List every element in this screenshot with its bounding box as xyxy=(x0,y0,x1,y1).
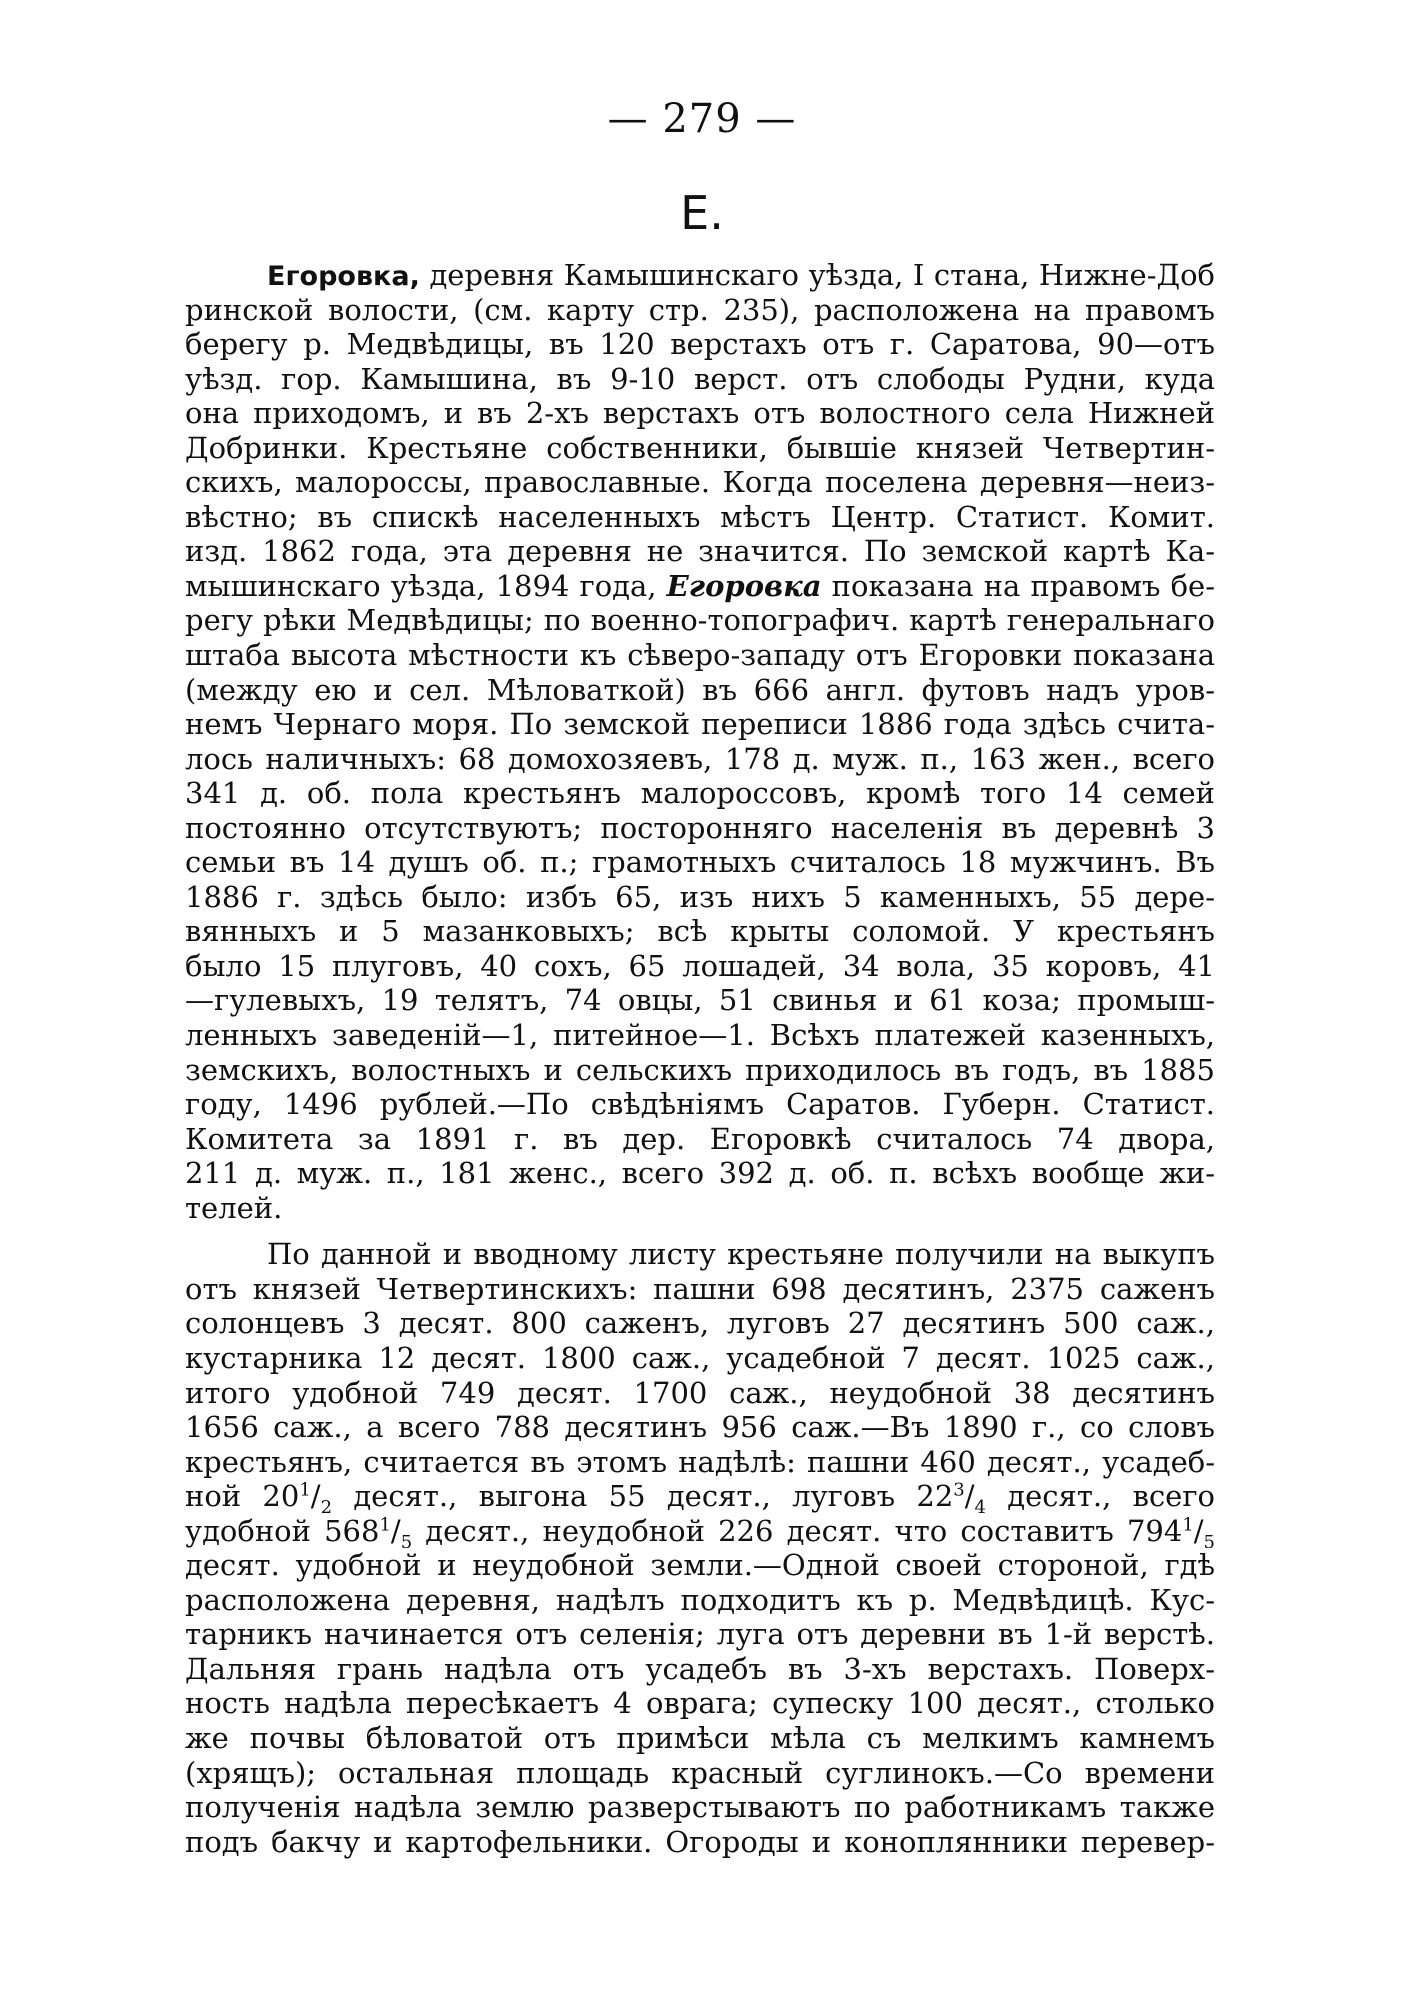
text-line: 1656 саж., а всего 788 десятинъ 956 саж.—Въ 1890 г., со словъ xyxy=(185,1410,1215,1445)
text-line-content: деревня Камышинскаго уѣзда, I стана, Нижне-Доб xyxy=(429,258,1215,292)
text-line: подъ бакчу и картофельники. Огороды и коноплянники перевер- xyxy=(185,1824,1215,1859)
text-line: семьи въ 14 душъ об. п.; грамотныхъ считалось 18 мужчинъ. Въ xyxy=(185,845,1215,880)
text-line: лось наличныхъ: 68 домохозяевъ, 178 д. муж. п., 163 жен., всего xyxy=(185,741,1215,776)
article-text xyxy=(185,258,1215,1859)
text-line: крестьянъ, считается въ этомъ надѣлѣ: пашни 460 десят., усадеб- xyxy=(185,1444,1215,1479)
fraction-slash: / xyxy=(390,1513,401,1548)
fraction-slash: / xyxy=(964,1479,975,1514)
fraction-denominator: 5 xyxy=(400,1531,413,1549)
text-line: Добринки. Крестьяне собственники, бывшіе князей Четвертин- xyxy=(185,430,1215,465)
text-line: ленныхъ заведеній—1, питейное—1. Всѣхъ платежей казенныхъ, xyxy=(185,1018,1215,1053)
page-number: — 279 — xyxy=(607,96,797,142)
text-line: (хрящъ); остальная площадь красный суглинокъ.—Со времени xyxy=(185,1755,1215,1790)
text-line: расположена деревня, надѣлъ подходитъ къ р. Медвѣдицѣ. Кус- xyxy=(185,1582,1215,1617)
text-line: земскихъ, волостныхъ и сельскихъ приходилось въ годъ, въ 1885 xyxy=(185,1052,1215,1087)
text-line: Дальняя грань надѣла отъ усадебъ въ 3-хъ верстахъ. Поверх- xyxy=(185,1651,1215,1686)
text-line-fraction xyxy=(185,1514,1215,1549)
fraction-denominator: 2 xyxy=(320,1496,333,1514)
fraction-slash: / xyxy=(1193,1513,1204,1548)
text-line-content: ной 20 xyxy=(185,1479,300,1514)
text-line-content: десят., всего xyxy=(985,1479,1215,1514)
text-line-fraction xyxy=(185,1479,1215,1514)
text-line-content: мышинскаго уѣзда, 1894 года, xyxy=(185,568,657,603)
text-line-content: десят., неудобной 226 десят. что составитъ 794 xyxy=(412,1513,1183,1548)
text-line: отъ князей Четвертинскихъ: пашни 698 десятинъ, 2375 саженъ xyxy=(185,1271,1215,1306)
text-line: скихъ, малороссы, православные. Когда поселена деревня—неиз- xyxy=(185,465,1215,500)
fraction-slash: / xyxy=(310,1479,321,1514)
paragraph-gap xyxy=(185,1225,1215,1237)
text-line: 211 д. муж. п., 181 женс., всего 392 д. об. п. всѣхъ вообще жи- xyxy=(185,1156,1215,1191)
text-line-content: удобной 568 xyxy=(185,1513,380,1548)
text-line-content: десят., выгона 55 десят., луговъ 22 xyxy=(332,1479,954,1514)
text-line: она приходомъ, и въ 2-хъ верстахъ отъ волостного села Нижней xyxy=(185,396,1215,431)
text-line: кустарника 12 десят. 1800 саж., усадебной 7 десят. 1025 саж., xyxy=(185,1340,1215,1375)
text-line: (между ею и сел. Мѣловаткой) въ 666 англ. футовъ надъ уров- xyxy=(185,672,1215,707)
text-line: берегу р. Медвѣдицы, въ 120 верстахъ отъ г. Саратова, 90—отъ xyxy=(185,327,1215,362)
text-line: полученія надѣла землю разверстываютъ по работникамъ также xyxy=(185,1790,1215,1825)
text-line: году, 1496 рублей.—По свѣдѣніямъ Саратов. Губерн. Статист. xyxy=(185,1087,1215,1122)
fraction-denominator: 4 xyxy=(974,1496,986,1514)
text-line: штаба высота мѣстности къ сѣверо-западу отъ Егоровки показана xyxy=(185,638,1215,673)
text-line: было 15 плуговъ, 40 сохъ, 65 лошадей, 34 вола, 35 коровъ, 41 xyxy=(185,948,1215,983)
text-line xyxy=(185,569,1215,604)
text-line: ринской волости, (см. карту стр. 235), расположена на правомъ xyxy=(185,292,1215,327)
fraction-numerator: 3 xyxy=(953,1479,965,1501)
text-line: десят. удобной и неудобной земли.—Одной своей стороной, гдѣ xyxy=(185,1548,1215,1583)
text-line: вянныхъ и 5 мазанковыхъ; всѣ крыты соломой. У крестьянъ xyxy=(185,914,1215,949)
text-line xyxy=(185,258,1215,293)
text-line-content: показана на правомъ бе- xyxy=(831,568,1215,603)
headword-egorovka: Егоровка, xyxy=(267,261,420,292)
italic-place-name: Егоровка xyxy=(666,568,822,603)
text-line: уѣзд. гор. Камышина, въ 9-10 верст. отъ слободы Рудни, куда xyxy=(185,361,1215,396)
text-line: вѣстно; въ спискѣ населенныхъ мѣстъ Центр. Статист. Комит. xyxy=(185,499,1215,534)
text-line: —гулевыхъ, 19 телятъ, 74 овцы, 51 свинья и 61 коза; промыш- xyxy=(185,983,1215,1018)
text-line: изд. 1862 года, эта деревня не значится. По земской картѣ Ка- xyxy=(185,534,1215,569)
text-line: регу рѣки Медвѣдицы; по военно-топографич. картѣ генеральнаго xyxy=(185,603,1215,638)
fraction-denominator: 5 xyxy=(1203,1531,1215,1549)
section-letter-heading: Е. xyxy=(680,186,724,240)
fraction-numerator: 1 xyxy=(1182,1514,1194,1536)
fraction-numerator: 1 xyxy=(379,1514,391,1536)
text-line: По данной и вводному листу крестьяне получили на выкупъ xyxy=(267,1237,1215,1272)
text-line: постоянно отсутствуютъ; посторонняго населенія въ деревнѣ 3 xyxy=(185,810,1215,845)
text-line: тарникъ начинается отъ селенія; луга отъ деревни въ 1-й верстѣ. xyxy=(185,1617,1215,1652)
fraction-numerator: 1 xyxy=(299,1479,311,1501)
text-line: немъ Чернаго моря. По земской переписи 1886 года здѣсь счита- xyxy=(185,707,1215,742)
text-line: 1886 г. здѣсь было: избъ 65, изъ нихъ 5 каменныхъ, 55 дере- xyxy=(185,879,1215,914)
text-line: Комитета за 1891 г. въ дер. Егоровкѣ считалось 74 двора, xyxy=(185,1121,1215,1156)
text-line: итого удобной 749 десят. 1700 саж., неудобной 38 десятинъ xyxy=(185,1375,1215,1410)
text-line: ность надѣла пересѣкаетъ 4 оврага; супеску 100 десят., столько xyxy=(185,1686,1215,1721)
text-line: телей. xyxy=(185,1190,283,1225)
text-line: солонцевъ 3 десят. 800 саженъ, луговъ 27 десятинъ 500 саж., xyxy=(185,1306,1215,1341)
text-line: 341 д. об. пола крестьянъ малороссовъ, кромѣ того 14 семей xyxy=(185,776,1215,811)
text-line: же почвы бѣловатой отъ примѣси мѣла съ мелкимъ камнемъ xyxy=(185,1720,1215,1755)
